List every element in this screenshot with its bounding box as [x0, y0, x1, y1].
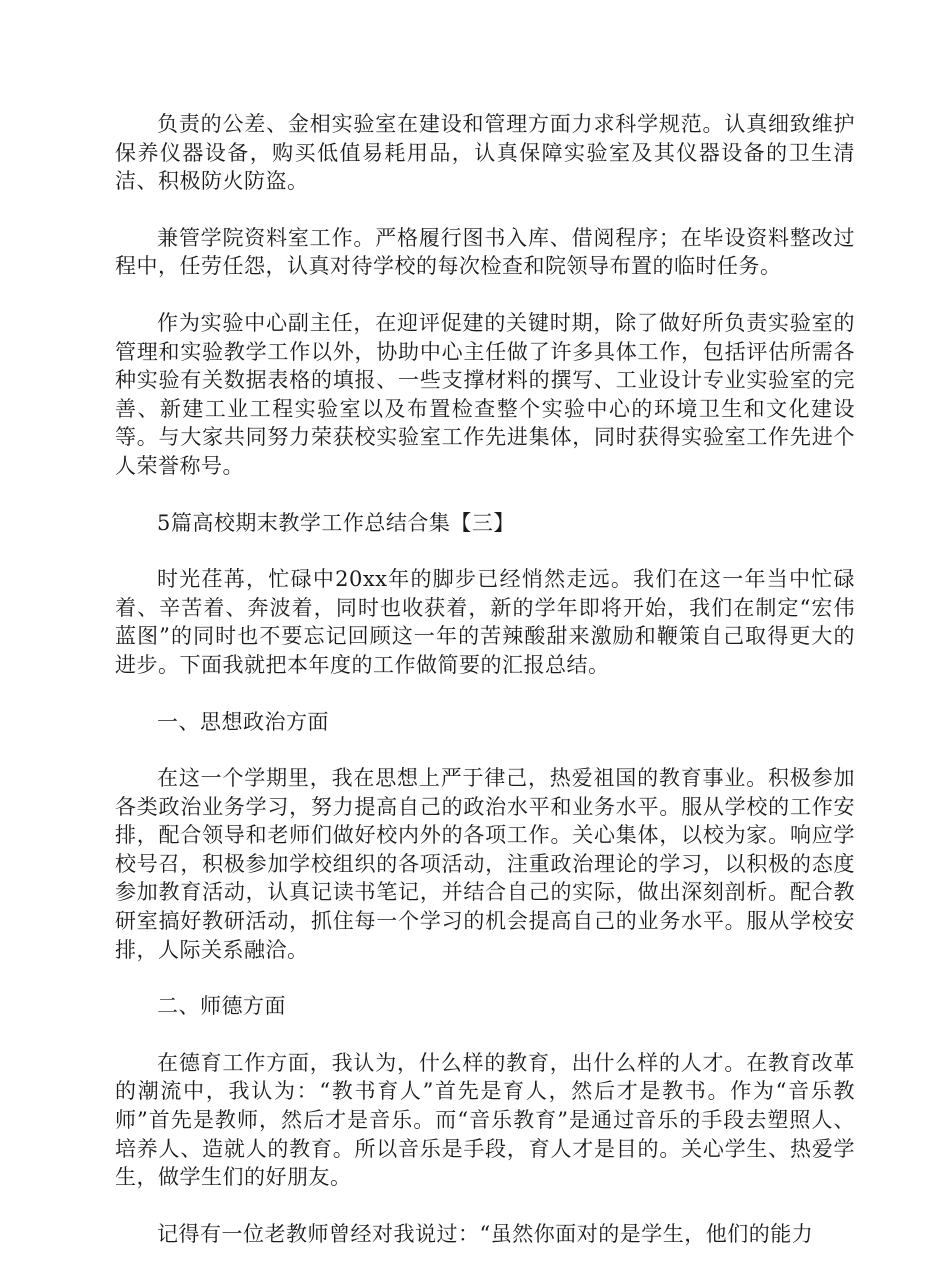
- paragraph-ethics: 在德育工作方面，我认为，什么样的教育，出什么样的人才。在教育改革的潮流中，我认为：“教书育人”首先是育人，然后才是教书。作为“音乐教师”首先是教师，然后才是音乐。而“音乐教育”是通过音乐的手段去塑照人、培养人、造就人的教育。所以音乐是手段，育人才是目的。关心学生、热爱学生，做学生们的好朋友。: [115, 1050, 855, 1190]
- paragraph-ideology: 在这一个学期里，我在思想上严于律己，热爱祖国的教育事业。积极参加各类政治业务学习，努力提高自己的政治水平和业务水平。服从学校的工作安排，配合领导和老师们做好校内外的各项工作。关心集体，以校为家。响应学校号召，积极参加学校组织的各项活动，注重政治理论的学习，以积极的态度参加教育活动，认真记读书笔记，并结合自己的实际，做出深刻剖析。配合教研室搞好教研活动，抓住每一个学习的机会提高自己的业务水平。服从学校安排，人际关系融洽。: [115, 766, 855, 962]
- paragraph-teacher-quote: 记得有一位老教师曾经对我说过：“虽然你面对的是学生，他们的能力: [157, 1221, 814, 1246]
- paragraph-reading-room: 兼管学院资料室工作。严格履行图书入库、借阅程序；在毕设资料整改过程中，任劳任怨，认真对待学校的每次检查和院领导布置的临时任务。: [115, 225, 855, 279]
- section-title: 5篇高校期末教学工作总结合集【三】: [157, 510, 515, 535]
- heading-ideology: 一、思想政治方面: [157, 709, 329, 734]
- paragraph-lab-management: 负责的公差、金相实验室在建设和管理方面力求科学规范。认真细致维护保养仪器设备，购买低值易耗用品，认真保障实验室及其仪器设备的卫生清洁、积极防火防盗。: [115, 112, 855, 194]
- paragraph-intro: 时光荏苒，忙碌中20xx年的脚步已经悄然走远。我们在这一年当中忙碌着、辛苦着、奔波着，同时也收获着，新的学年即将开始，我们在制定“宏伟蓝图”的同时也不要忘记回顾这一年的苦辣酸甜来激励和鞭策自己取得更大的进步。下面我就把本年度的工作做简要的汇报总结。: [115, 567, 855, 677]
- document-page: [115, 110, 855, 1276]
- heading-ethics: 二、师德方面: [157, 994, 286, 1019]
- paragraph-lab-center: 作为实验中心副主任，在迎评促建的关键时期，除了做好所负责实验室的管理和实验教学工作以外，协助中心主任做了许多具体工作，包括评估所需各种实验有关数据表格的填报、一些支撑材料的撰写、工业设计专业实验室的完善、新建工业工程实验室以及布置检查整个实验中心的环境卫生和文化建设等。与大家共同努力荣获校实验室工作先进集体，同时获得实验室工作先进个人荣誉称号。: [115, 310, 855, 478]
